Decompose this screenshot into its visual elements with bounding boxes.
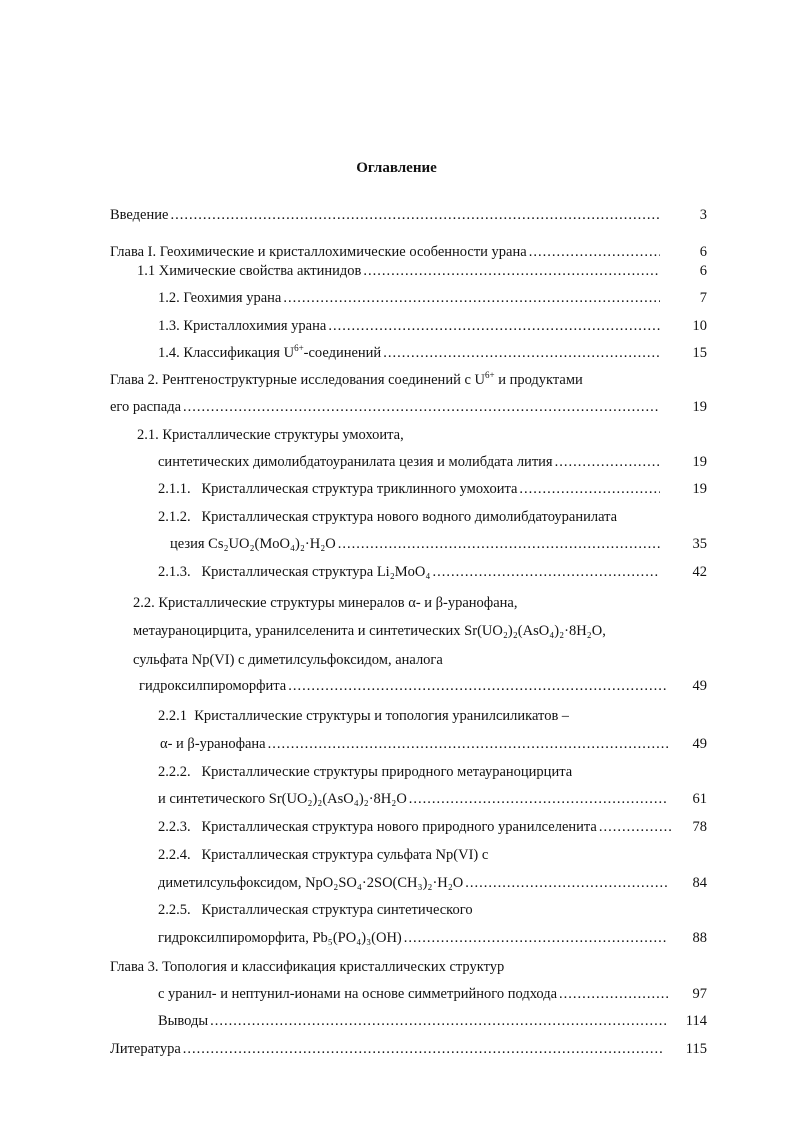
toc-entry-2-1-2-line1[interactable]: 2.1.2. Кристаллическая структура нового водного димолибдатоуранилата <box>158 509 618 525</box>
toc-entry-2-2[interactable] <box>139 677 670 695</box>
toc-entry-label: 2.2.3. Кристаллическая структура нового природного уранилселенита <box>158 819 597 835</box>
toc-entry-label: α- и β-уранофана <box>160 736 266 752</box>
toc-entry-2-1-1[interactable] <box>158 480 662 498</box>
toc-entry-label: цезия Cs₂UO₂(MoO₄)₂·H₂O <box>170 536 336 552</box>
toc-entry-2-1-3[interactable] <box>158 563 662 581</box>
toc-entry-2-1-2[interactable] <box>170 535 662 553</box>
toc-entry-label: и синтетического Sr(UO₂)₂(AsO₄)₂·8H₂O <box>158 791 407 807</box>
toc-entry-label: 1.3. Кристаллохимия урана <box>158 318 327 334</box>
toc-entry-chapter-1[interactable] <box>110 243 662 261</box>
toc-entry-1-1[interactable] <box>137 262 662 280</box>
toc-entry-label: 1.2. Геохимия урана <box>158 290 282 306</box>
toc-page-number: 88 <box>692 930 707 946</box>
toc-entry-2-1-line1[interactable]: 2.1. Кристаллические структуры умохоита, <box>137 427 404 443</box>
toc-page-number: 10 <box>692 318 707 334</box>
toc-page-number: 6 <box>699 263 707 279</box>
toc-page-number: 61 <box>692 791 707 807</box>
toc-entry-label: его распада <box>110 399 182 415</box>
toc-entry-2-2-2[interactable] <box>158 790 670 808</box>
toc-entry-chapter-2[interactable] <box>110 398 662 416</box>
toc-entry-chapter-2-line1[interactable]: Глава 2. Рентгеноструктурные исследования соединений с $U^{6+}$ и продуктами <box>110 371 583 388</box>
toc-page-number: 19 <box>692 399 707 415</box>
toc-page-number: 7 <box>699 290 707 306</box>
toc-entry-1-3[interactable] <box>158 317 662 335</box>
toc-entry-2-2-3[interactable] <box>158 818 674 836</box>
toc-entry-2-2-1-line1[interactable]: 2.2.1 Кристаллические структуры и топология уранилсиликатов – <box>158 708 570 724</box>
toc-entry-literature[interactable] <box>110 1040 666 1058</box>
toc-page-number: 35 <box>692 536 707 552</box>
toc-page-number: 19 <box>692 454 707 470</box>
toc-page-number: 114 <box>685 1013 707 1029</box>
toc-page-number: 97 <box>692 986 707 1002</box>
toc-entry-2-1[interactable] <box>158 453 662 471</box>
toc-page-number: 15 <box>692 345 707 361</box>
toc-entry-chapter-3-line1[interactable]: Глава 3. Топология и классификация кристаллических структур <box>110 959 505 975</box>
toc-entry-label: 2.1.3. Кристаллическая структура Li₂MoO₄ <box>158 564 431 580</box>
toc-entry-label: 1.4. Классификация $U^{6+}$-соединений <box>158 344 382 361</box>
toc-entry-2-2-line1[interactable]: 2.2. Кристаллические структуры минералов α- и β-уранофана, <box>133 595 518 611</box>
toc-entry-2-2-5-line1[interactable]: 2.2.5. Кристаллическая структура синтетического <box>158 902 473 918</box>
toc-entry-2-2-4[interactable] <box>158 874 670 892</box>
toc-entry-label: синтетических димолибдатоуранилата цезия и молибдата лития <box>158 454 553 470</box>
toc-entry-1-2[interactable] <box>158 289 662 307</box>
toc-entry-2-2-2-line1[interactable]: 2.2.2. Кристаллические структуры природного метаураноцирцита <box>158 764 573 780</box>
toc-entry-label: Глава I. Геохимические и кристаллохимические особенности урана <box>110 244 527 260</box>
toc-entry-label: гидроксилпироморфита, Pb₅(PO₄)₃(OH) <box>158 930 402 946</box>
toc-entry-2-2-5[interactable] <box>158 929 670 947</box>
toc-entry-conclusions[interactable] <box>158 1012 670 1030</box>
toc-entry-label: диметилсульфоксидом, NpO₂SO₄·2SO(CH₃)₂·H₂O <box>158 875 464 891</box>
toc-entry-1-4[interactable] <box>158 344 662 362</box>
toc-page-number: 78 <box>692 819 707 835</box>
toc-page-number: 115 <box>685 1041 707 1057</box>
toc-page-number: 42 <box>692 564 707 580</box>
toc-entry-2-2-1[interactable] <box>160 735 672 753</box>
toc-page-number: 6 <box>699 244 707 260</box>
toc-entry-2-2-4-line1[interactable]: 2.2.4. Кристаллическая структура сульфата Np(VI) с <box>158 847 489 863</box>
toc-page-number: 84 <box>692 875 707 891</box>
toc-page-number: 19 <box>692 481 707 497</box>
toc-entry-label: 2.1.1. Кристаллическая структура триклинного умохоита <box>158 481 518 497</box>
toc-entry-chapter-3[interactable] <box>158 985 670 1003</box>
toc-entry-intro[interactable] <box>110 206 662 224</box>
toc-entry-label: Литература <box>110 1041 181 1057</box>
toc-page-number: 49 <box>692 736 707 752</box>
toc-entry-label: Введение <box>110 207 169 223</box>
toc-entry-2-2-line3[interactable]: сульфата Np(VI) с диметилсульфоксидом, аналога <box>133 652 443 668</box>
toc-entry-label: с уранил- и нептунил-ионами на основе симметрийного подхода <box>158 986 558 1002</box>
toc-entry-label: гидроксилпироморфита <box>139 678 287 694</box>
toc-page-number: 49 <box>692 678 707 694</box>
toc-entry-2-2-line2[interactable]: метаураноцирцита, уранилселенита и синтетических Sr(UO₂)₂(AsO₄)₂·8H₂O, <box>133 623 606 639</box>
toc-page-number: 3 <box>699 207 707 223</box>
toc-entry-label: Выводы <box>158 1013 209 1029</box>
toc-entry-label: 1.1 Химические свойства актинидов <box>137 263 362 279</box>
page-title: Оглавление <box>356 160 437 176</box>
